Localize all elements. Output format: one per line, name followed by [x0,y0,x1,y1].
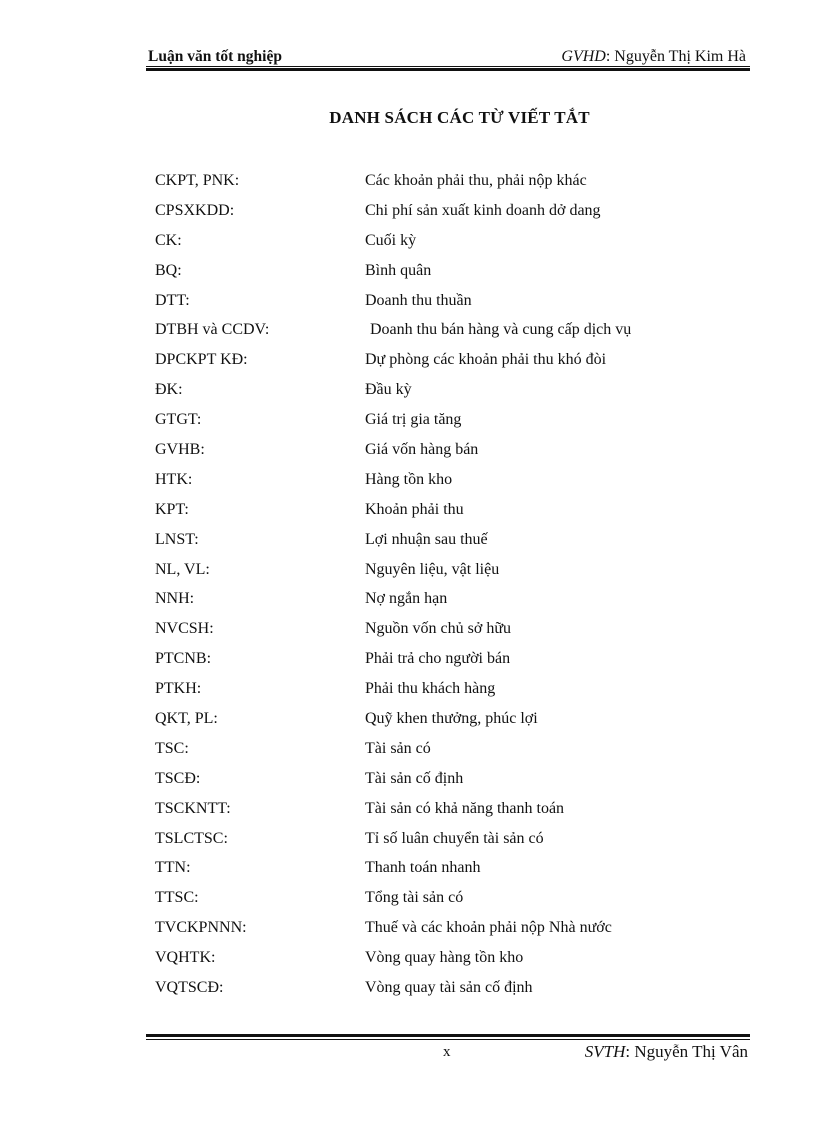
abbreviation: VQTSCĐ: [155,979,224,997]
abbreviation-meaning: Nguyên liệu, vật liệu [365,560,500,578]
list-item [155,499,755,529]
list-item [155,319,755,349]
list-item [155,678,755,708]
list-item [155,708,755,738]
list-item [155,170,755,200]
page-number: x [443,1044,451,1060]
list-item [155,798,755,828]
list-item [155,828,755,858]
list-item [155,977,755,1007]
footer-rule-thin [146,1039,750,1040]
advisor-label [561,48,746,66]
list-item [155,409,755,439]
abbreviation-meaning: Cuối kỳ [365,231,417,249]
list-item [155,648,755,678]
abbreviation: TVCKPNNN: [155,919,247,937]
abbreviation: LNST: [155,530,199,548]
abbreviation: KPT: [155,500,189,518]
abbreviation-meaning: Lợi nhuận sau thuế [365,530,488,548]
page-header [146,46,750,68]
abbreviation: DPCKPT KĐ: [155,351,248,369]
list-item [155,887,755,917]
list-item [155,768,755,798]
abbreviation: CKPT, PNK: [155,172,240,189]
abbreviation: GVHB: [155,441,205,459]
list-item [155,349,755,379]
abbreviation-meaning: Đầu kỳ [365,381,412,399]
abbreviation: TSCĐ: [155,769,201,787]
abbreviation-meaning: Tổng tài sản có [365,889,464,907]
header-rule-thin [146,66,750,67]
list-item [155,588,755,618]
student-name: : Nguyễn Thị Vân [625,1042,748,1061]
abbreviation-meaning: Hàng tồn kho [365,470,453,488]
list-item [155,230,755,260]
list-item [155,917,755,947]
abbreviation-meaning: Nợ ngắn hạn [365,590,448,608]
abbreviation: DTBH và CCDV: [155,321,270,339]
list-item [155,200,755,230]
list-item [155,618,755,648]
abbreviation-meaning: Phải trả cho người bán [365,650,511,668]
abbreviation: TTSC: [155,889,199,907]
student-role: SVTH [584,1042,626,1061]
list-item [155,379,755,409]
abbreviation-meaning: Tài sản có khả năng thanh toán [365,799,565,817]
list-item [155,290,755,320]
abbreviation: TSC: [155,739,189,757]
abbreviation-meaning: Vòng quay hàng tồn kho [365,949,524,967]
abbreviation-list [155,170,755,1007]
abbreviation-meaning: Tài sản cố định [365,769,464,787]
abbreviation-meaning: Quỹ khen thưởng, phúc lợi [365,710,538,728]
list-item [155,469,755,499]
abbreviation: NNH: [155,590,195,608]
abbreviation-meaning: Thuế và các khoản phải nộp Nhà nước [365,919,612,937]
abbreviation: CPSXKDD: [155,201,235,219]
abbreviation-meaning: Nguồn vốn chủ sở hữu [365,620,512,638]
student-label [585,1042,748,1062]
abbreviation-meaning: Tài sản có [365,739,431,757]
abbreviation: NVCSH: [155,620,214,638]
abbreviation: CK: [155,231,182,249]
abbreviation: NL, VL: [155,560,210,578]
abbreviation: TTN: [155,859,191,877]
abbreviation: ĐK: [155,381,183,399]
abbreviation: GTGT: [155,411,202,429]
abbreviation: TSCKNTT: [155,799,231,817]
abbreviation-meaning: Doanh thu bán hàng và cung cấp dịch vụ [370,321,632,339]
thesis-label: Luận văn tốt nghiệp [148,48,282,65]
abbreviation-meaning: Chi phí sản xuất kinh doanh dở dang [365,201,601,219]
list-item [155,439,755,469]
abbreviation-meaning: Khoản phải thu [365,500,464,518]
page-title-wrap [0,108,816,128]
advisor-name: : Nguyễn Thị Kim Hà [605,48,746,65]
abbreviation-meaning: Giá vốn hàng bán [365,441,479,459]
header-rule-thick [146,68,750,71]
list-item [155,559,755,589]
list-item [155,260,755,290]
list-item [155,857,755,887]
footer-rule-thick [146,1034,750,1037]
abbreviation-meaning: Tỉ số luân chuyển tài sản có [365,829,544,847]
abbreviation: PTKH: [155,680,202,698]
list-item [155,738,755,768]
list-item [155,529,755,559]
abbreviation: DTT: [155,291,190,309]
abbreviation-meaning: Các khoản phải thu, phải nộp khác [365,172,587,189]
advisor-role: GVHD [561,48,606,65]
abbreviation-meaning: Doanh thu thuần [365,291,472,309]
abbreviation-meaning: Thanh toán nhanh [365,859,481,877]
abbreviation: TSLCTSC: [155,829,228,847]
page-title: DANH SÁCH CÁC TỪ VIẾT TẮT [329,108,590,127]
abbreviation-meaning: Vòng quay tài sản cố định [365,979,533,997]
abbreviation-meaning: Dự phòng các khoản phải thu khó đòi [365,351,607,369]
abbreviation: BQ: [155,261,182,279]
abbreviation-meaning: Bình quân [365,261,432,279]
list-item [155,947,755,977]
abbreviation-meaning: Phải thu khách hàng [365,680,496,698]
abbreviation: HTK: [155,470,193,488]
abbreviation: PTCNB: [155,650,212,668]
abbreviation: QKT, PL: [155,710,218,728]
abbreviation: VQHTK: [155,949,216,967]
abbreviation-meaning: Giá trị gia tăng [365,411,462,429]
